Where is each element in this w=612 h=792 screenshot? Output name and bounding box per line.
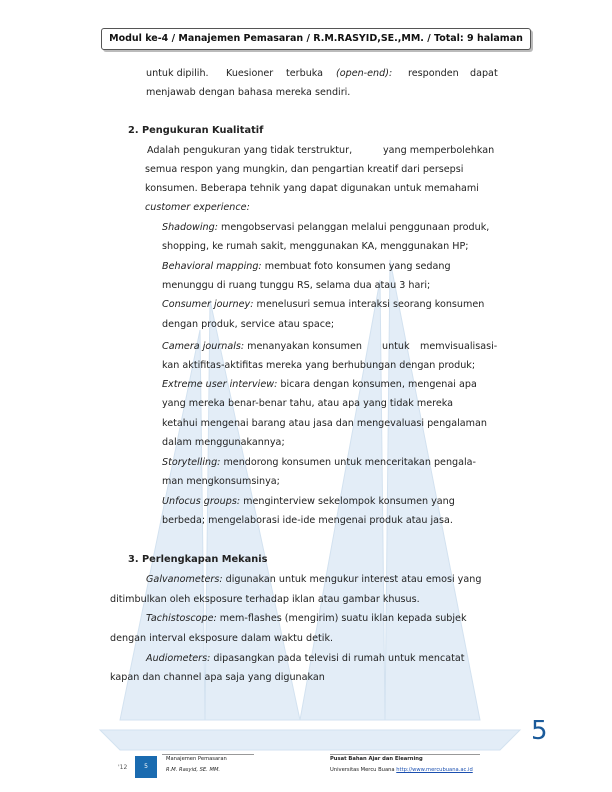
section-2-para-line-3: konsumen. Beberapa tehnik yang dapat digunakan untuk memahami (145, 183, 479, 194)
footer-course: Manajemen Pemasaran (166, 756, 227, 762)
section-2-para-line-4: customer experience: (145, 202, 250, 213)
section-2-para-line-2: semua respon yang mungkin, dan pengartian kreatif dari persepsi (145, 164, 464, 175)
item-extreme-user-interview-cont-2: ketahui mengenai barang atau jasa dan mengevaluasi pengalaman (162, 418, 487, 429)
item-extreme-user-interview: Extreme user interview: bicara dengan konsumen, mengenai apa (162, 379, 477, 390)
item-tachistoscope-cont: dengan interval eksposure dalam waktu detik. (110, 633, 334, 644)
section-3-title: 3. Perlengkapan Mekanis (128, 554, 268, 565)
item-camera-journals-cont: kan aktifitas-aktifitas mereka yang berhubungan dengan produk; (162, 360, 476, 371)
item-storytelling: Storytelling: mendorong konsumen untuk menceritakan pengala- (162, 457, 476, 468)
item-unfocus-groups: Unfocus groups: menginterview sekelompok konsumen yang (162, 496, 455, 507)
item-consumer-journey: Consumer journey: menelusuri semua interaksi seorang konsumen (162, 299, 485, 310)
item-audiometers-cont: kapan dan channel apa saja yang digunakan (110, 672, 325, 683)
footer-url-link[interactable]: http://www.mercubuana.ac.id (396, 767, 473, 773)
item-behavioral-mapping: Behavioral mapping: membuat foto konsumen yang sedang (162, 261, 451, 272)
item-audiometers: Audiometers: dipasangkan pada televisi di rumah untuk mencatat (146, 653, 465, 664)
item-galvanometers: Galvanometers: digunakan untuk mengukur interest atau emosi yang (146, 574, 482, 585)
item-unfocus-groups-cont: berbeda; mengelaborasi ide-ide mengenai produk atau jasa. (162, 515, 453, 526)
footer-center: Pusat Bahan Ajar dan Elearning (330, 756, 423, 762)
item-behavioral-mapping-cont: menunggu di ruang tunggu RS, selama dua atau 3 hari; (162, 280, 431, 291)
item-extreme-user-interview-cont-1: yang mereka benar-benar tahu, atau apa yang tidak mereka (162, 398, 454, 409)
footer-mark: '12 (118, 764, 128, 771)
footer-logo: 5 (135, 756, 157, 778)
item-shadowing: Shadowing: mengobservasi pelanggan melalui penggunaan produk, (162, 222, 490, 233)
section-2-title: 2. Pengukuran Kualitatif (128, 125, 264, 136)
footer-author: R.M. Rasyid, SE. MM. (166, 767, 221, 773)
item-shadowing-cont: shopping, ke rumah sakit, menggunakan KA, menggunakan HP; (162, 241, 469, 252)
footer-divider-left (162, 754, 254, 755)
footer-university-line: Universitas Mercu Buana http://www.mercubuana.ac.id (330, 767, 473, 773)
item-tachistoscope: Tachistoscope: mem-flashes (mengirim) suatu iklan kepada subjek (146, 613, 467, 624)
item-storytelling-cont: man mengkonsumsinya; (162, 476, 280, 487)
page-number: 5 (531, 716, 548, 746)
item-extreme-user-interview-cont-3: dalam menggunakannya; (162, 437, 285, 448)
item-galvanometers-cont: ditimbulkan oleh eksposure terhadap iklan atau gambar khusus. (110, 594, 420, 605)
intro-line-2: menjawab dengan bahasa mereka sendiri. (146, 87, 351, 98)
module-header: Modul ke-4 / Manajemen Pemasaran / R.M.RASYID,SE.,MM. / Total: 9 halaman (101, 28, 531, 50)
item-consumer-journey-cont: dengan produk, service atau space; (162, 319, 335, 330)
footer-divider-right (330, 754, 480, 755)
